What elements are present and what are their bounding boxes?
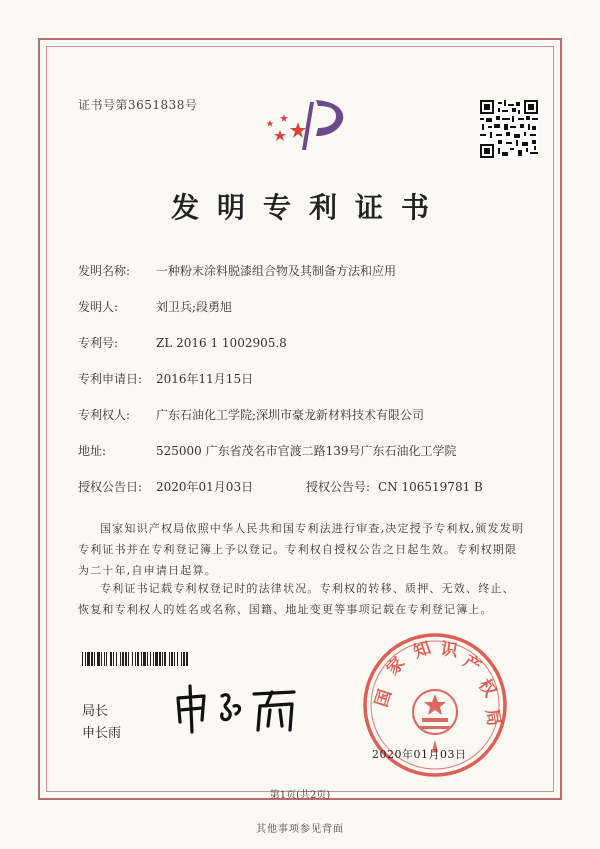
legal-paragraph-1: 国家知识产权局依照中华人民共和国专利法进行审查,决定授予专利权,颁发发明专利证书并在专利登记簿上予以登记。专利权自授权公告之日起生效。专利权期限为二十年,自申请日起算。 bbox=[78, 522, 525, 577]
svg-text:权: 权 bbox=[473, 675, 500, 701]
filing-date-value: 2016年11月15日 bbox=[156, 372, 254, 386]
svg-text:知: 知 bbox=[410, 638, 434, 663]
patentee-row bbox=[78, 406, 424, 423]
patent-number-label: 专利号: bbox=[78, 336, 119, 350]
signature-icon bbox=[170, 676, 310, 736]
certificate-number: 证书号第3651838号 bbox=[78, 98, 198, 112]
svg-text:局: 局 bbox=[481, 707, 504, 728]
footer-note: 其他事项参见背面 bbox=[256, 824, 344, 835]
grant-row bbox=[78, 478, 483, 495]
issue-date: 2020年01月03日 bbox=[372, 748, 467, 761]
director-name: 申长雨 bbox=[82, 726, 122, 741]
cnipa-logo-icon bbox=[258, 92, 358, 156]
svg-text:家: 家 bbox=[382, 653, 410, 680]
svg-text:识: 识 bbox=[439, 639, 459, 662]
grant-number-label: 授权公告号: bbox=[306, 480, 371, 494]
legal-paragraph-2: 专利证书记载专利权登记时的法律状况。专利权的转移、质押、无效、终止、恢复和专利权人的姓名或名称、国籍、地址变更等事项记载在专利登记簿上。 bbox=[78, 582, 515, 616]
svg-text:国: 国 bbox=[371, 687, 397, 710]
barcode-icon bbox=[82, 652, 310, 666]
invention-name-row bbox=[78, 262, 396, 279]
inventor-value: 刘卫兵;段勇旭 bbox=[156, 300, 233, 314]
director-title: 局长 bbox=[82, 704, 109, 719]
address-value: 525000 广东省茂名市官渡二路139号广东石油化工学院 bbox=[156, 444, 457, 458]
patent-number-value: ZL 2016 1 1002905.8 bbox=[156, 336, 287, 350]
grant-date-value: 2020年01月03日 bbox=[156, 480, 254, 494]
page-number: 第1页(共2页) bbox=[269, 790, 331, 801]
grant-date-label: 授权公告日: bbox=[78, 480, 143, 494]
invention-name-label: 发明名称: bbox=[78, 264, 131, 278]
invention-name-value: 一种粉末涂料脱漆组合物及其制备方法和应用 bbox=[156, 264, 397, 278]
address-label: 地址: bbox=[78, 444, 107, 458]
patentee-label: 专利权人: bbox=[78, 408, 131, 422]
grant-number-value: CN 106519781 B bbox=[378, 480, 483, 494]
svg-text:产: 产 bbox=[459, 651, 485, 678]
qr-code-icon bbox=[480, 100, 538, 158]
inventor-row bbox=[78, 298, 232, 315]
patent-number-row bbox=[78, 334, 287, 351]
certificate-title: 发明专利证书 bbox=[170, 191, 447, 224]
inventor-label: 发明人: bbox=[78, 300, 119, 314]
filing-date-row bbox=[78, 370, 253, 387]
filing-date-label: 专利申请日: bbox=[78, 372, 143, 386]
patentee-value: 广东石油化工学院;深圳市豪龙新材料技术有限公司 bbox=[156, 408, 425, 422]
address-row bbox=[78, 442, 457, 459]
